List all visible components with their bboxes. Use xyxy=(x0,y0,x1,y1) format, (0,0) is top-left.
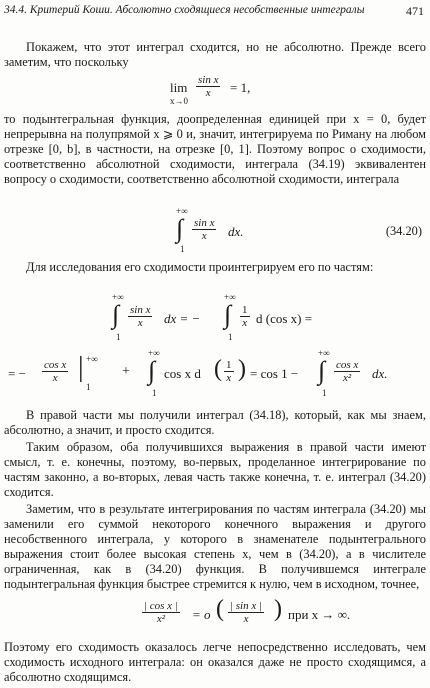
fraction-sinx-x xyxy=(128,304,152,329)
integral-lower-limit-2: 1 xyxy=(228,332,233,342)
integral-upper-limit: +∞ xyxy=(148,348,160,358)
evaluation-bar: | xyxy=(78,352,84,383)
fraction-denominator: x xyxy=(137,317,143,329)
integral-lower-limit: 1 xyxy=(152,388,157,398)
fraction-denominator: x xyxy=(201,230,207,242)
fraction-denominator: x xyxy=(242,317,248,329)
right-paren: ) xyxy=(238,356,246,382)
fraction-1-x xyxy=(240,304,250,329)
differential: dx. xyxy=(228,224,244,239)
fraction-numerator: sin x xyxy=(194,217,215,229)
fraction-numerator: | sin x | xyxy=(230,600,263,612)
fraction-abs-sin xyxy=(228,600,264,625)
fraction-1-x xyxy=(224,359,234,384)
integral-sign: ∫ xyxy=(176,214,184,243)
equation-tag: (34.20) xyxy=(385,224,422,238)
fraction-denominator: x xyxy=(226,372,232,384)
cos-x-d: cos x d xyxy=(164,366,201,381)
integral-lower-limit: 1 xyxy=(116,332,121,342)
fraction-numerator: cos x xyxy=(336,359,359,371)
equation-parts-line1 xyxy=(0,292,430,344)
equation-little-o xyxy=(0,596,430,632)
integral-sign: ∫ xyxy=(112,300,120,329)
integral-sign-2: ∫ xyxy=(318,356,326,385)
paragraph-3: Для исследования его сходимости проинтегрируем его по частям: xyxy=(26,260,374,274)
lim-subscript: x→0 xyxy=(170,96,188,106)
fraction-denominator: x² xyxy=(156,613,166,625)
paragraph-5: Таким образом, оба получившихся выражения в правой части имеют смысл, т. е. конечны, поэтому, во-первых, проделанное интегрирование по частям законно, а во-вторых, левая часть также конечна, т. е. интеграл (34.20) сходится. xyxy=(4,440,426,499)
paragraph-7: Поэтому его сходимость оказалось легче непосредственно исследовать, чем сходимость исходного интеграла: он оказался даже не просто сходящимся, а абсолютно сходящимся. xyxy=(4,640,426,684)
fraction-numerator: sin x xyxy=(130,304,151,316)
integral-sign-2: ∫ xyxy=(224,300,232,329)
paragraph-4: В правой части мы получили интеграл (34.18), который, как мы знаем, абсолютно, а значит, и просто сходится. xyxy=(4,408,426,437)
equation-limit xyxy=(170,74,290,108)
fraction-numerator: 1 xyxy=(242,304,248,316)
leading-minus: = − xyxy=(8,366,26,381)
paragraph-1: Покажем, что этот интеграл сходится, но не абсолютно. Прежде всего заметим, что поскольку xyxy=(4,40,426,69)
right-paren: ) xyxy=(274,596,282,622)
integral-lower-limit-2: 1 xyxy=(322,388,327,398)
little-o: = o xyxy=(192,607,211,622)
integral-upper-limit: +∞ xyxy=(176,206,188,216)
integral-upper-limit-2: +∞ xyxy=(318,348,330,358)
d-cos-x: d (cos x) = xyxy=(256,311,313,326)
fraction-denominator: x xyxy=(243,613,249,625)
plus-sign: + xyxy=(122,364,130,379)
fraction-denominator: x² xyxy=(343,372,352,384)
cos-one-minus: = cos 1 − xyxy=(250,366,299,381)
left-paren: ( xyxy=(216,596,224,622)
fraction-abs-cos xyxy=(142,600,180,625)
integral-sign: ∫ xyxy=(148,356,156,385)
integral-lower-limit: 1 xyxy=(180,244,185,254)
limit-rhs: = 1, xyxy=(230,80,251,95)
fraction-sinx-x xyxy=(192,217,216,242)
differential-end: dx. xyxy=(372,366,388,381)
fraction-denominator: x xyxy=(205,87,211,99)
header-title: 34.4. Критерий Коши. Абсолютно сходящиеся несобственные интегралы xyxy=(4,4,365,16)
bar-lower-limit: 1 xyxy=(86,382,91,392)
paragraph-2: то подынтегральная функция, доопределенная единицей при x = 0, будет непрерывна на полупрямой x ⩾ 0 и, значит, интегрируема по Риману на любом отрезке [0, b], в частности, на отрезке [0, 1]. Поэтому вопрос о сходимости, соответственно абсолютной сходимости, интеграла (34.19) эквивалентен вопросу о сходимости, соответственно абсолютной сходимости, интеграла xyxy=(4,112,426,186)
fraction-numerator: 1 xyxy=(226,359,232,371)
fraction-numerator: | cos x | xyxy=(144,600,178,612)
running-header xyxy=(4,4,426,20)
page-number: 471 xyxy=(406,4,424,18)
fraction-numerator: sin x xyxy=(198,74,219,86)
fraction-sinx-x xyxy=(196,74,220,99)
lim-symbol: lim xyxy=(170,80,188,95)
fraction-numerator: cos x xyxy=(44,359,67,371)
fraction-cosx-x2 xyxy=(334,359,360,384)
paragraph-6: Заметим, что в результате интегрирования по частям интеграла (34.20) мы заменили его суммой некоторого конечного выражения и другого несобственного интеграла, у которого в знаменателе подынтегрального выражения стоит более высокая степень x, чем в (34.20), а в числителе ограниченная, как в (34.20) функция. В получившемся интеграле подынтегральная функция быстрее стремится к нулю, чем в исходном, точнее, xyxy=(4,502,426,591)
fraction-denominator: x xyxy=(52,372,58,384)
equation-34-20 xyxy=(0,206,430,254)
integral-upper-limit-2: +∞ xyxy=(224,292,236,302)
bar-upper-limit: +∞ xyxy=(86,354,98,364)
left-paren: ( xyxy=(214,356,222,382)
as-x-to-infinity: при x → ∞. xyxy=(288,607,351,622)
integral-upper-limit: +∞ xyxy=(112,292,124,302)
equation-parts-line2 xyxy=(0,346,430,404)
fraction-cosx-x xyxy=(42,359,68,384)
differential-eq: dx = − xyxy=(164,311,201,326)
